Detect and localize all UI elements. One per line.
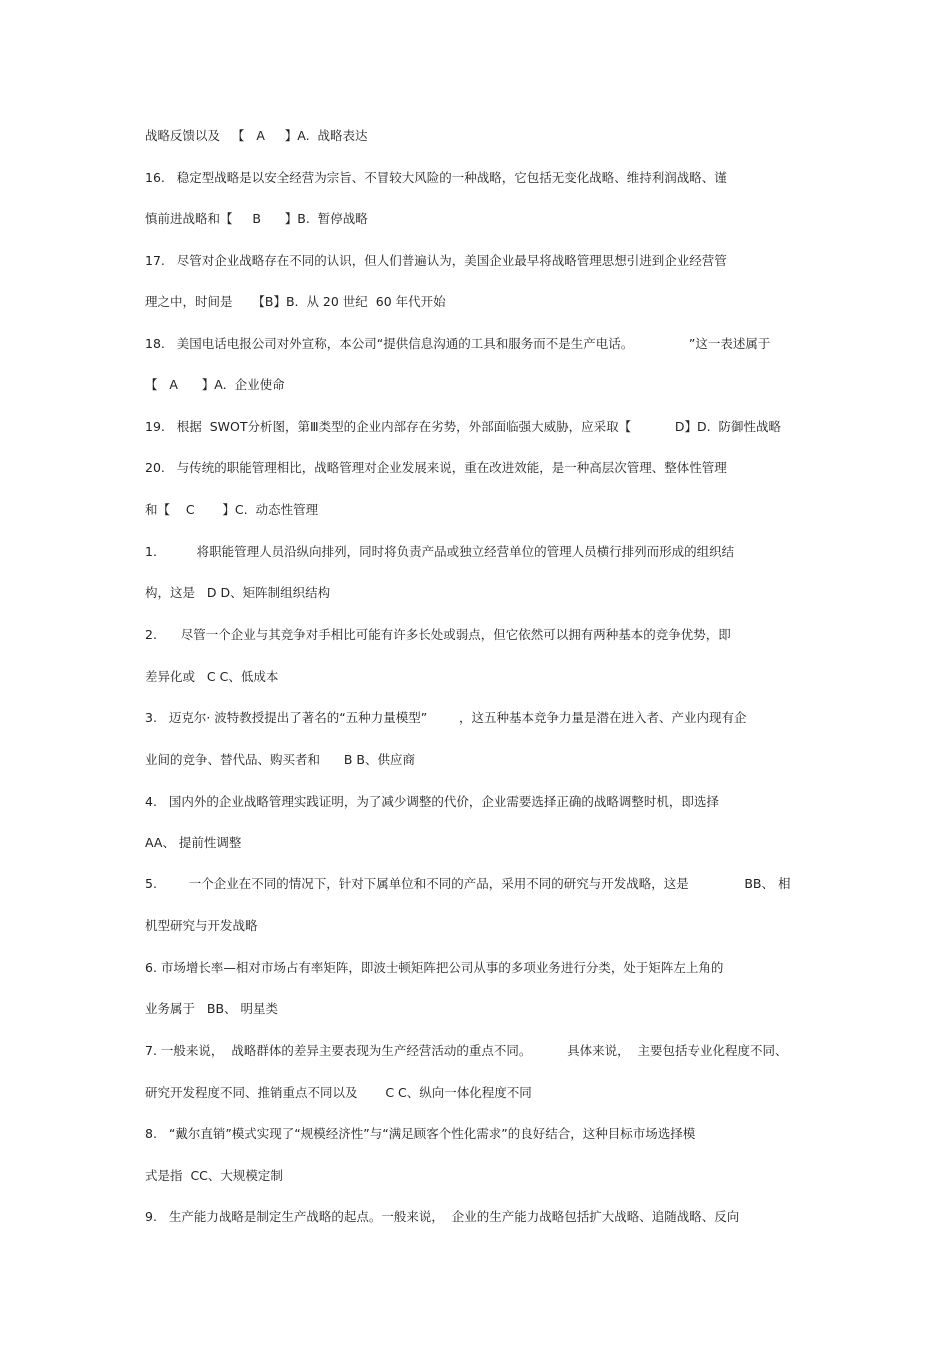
text-line: 【 A 】A. 企业使命	[145, 377, 285, 392]
text-line: 7. 一般来说， 战略群体的差异主要表现为生产经营活动的重点不同。 具体来说， 主要包括专业化程度不同、	[145, 1043, 788, 1058]
text-line: 5. 一个企业在不同的情况下，针对下属单位和不同的产品，采用不同的研究与开发战略，这是 BB、 相	[145, 876, 791, 891]
text-line: 战略反馈以及 【 A 】A. 战略表达	[145, 128, 368, 143]
text-line: AA、 提前性调整	[145, 835, 242, 850]
text-line: 2. 尽管一个企业与其竞争对手相比可能有许多长处或弱点，但它依然可以拥有两种基本的竞争优势，即	[145, 627, 731, 642]
text-line: 6. 市场增长率—相对市场占有率矩阵，即波士顿矩阵把公司从事的多项业务进行分类，处于矩阵左上角的	[145, 960, 724, 975]
text-line: 机型研究与开发战略	[145, 918, 258, 933]
text-line: 20. 与传统的职能管理相比，战略管理对企业发展来说，重在改进效能，是一种高层次管理、整体性管理	[145, 460, 727, 475]
text-line: 8. “戴尔直销”模式实现了“规模经济性”与“满足顾客个性化需求”的良好结合，这种目标市场选择模	[145, 1126, 696, 1141]
text-line: 9. 生产能力战略是制定生产战略的起点。一般来说， 企业的生产能力战略包括扩大战略、追随战略、反向	[145, 1209, 740, 1224]
text-line: 式是指 CC、大规模定制	[145, 1168, 283, 1183]
text-line: 业务属于 BB、 明星类	[145, 1001, 279, 1016]
text-line: 1. 将职能管理人员沿纵向排列，同时将负责产品或独立经营单位的管理人员横行排列而形成的组织结	[145, 544, 735, 559]
text-line: 业间的竞争、替代品、购买者和 B B、供应商	[145, 752, 415, 767]
text-line: 构，这是 D D、矩阵制组织结构	[145, 585, 331, 600]
text-line: 17. 尽管对企业战略存在不同的认识，但人们普遍认为，美国企业最早将战略管理思想引进到企业经营管	[145, 253, 727, 268]
text-line: 理之中，时间是 【B】B. 从 20 世纪 60 年代开始	[145, 294, 446, 309]
text-line: 3. 迈克尔· 波特教授提出了著名的“五种力量模型” ，这五种基本竞争力量是潜在进入者、产业内现有企	[145, 710, 747, 725]
text-line: 差异化或 C C、低成本	[145, 669, 279, 684]
text-line: 4. 国内外的企业战略管理实践证明，为了减少调整的代价，企业需要选择正确的战略调整时机，即选择	[145, 794, 719, 809]
text-line: 慎前进战略和【 B 】B. 暂停战略	[145, 211, 368, 226]
text-line: 和【 C 】C. 动态性管理	[145, 502, 319, 517]
text-line: 18. 美国电话电报公司对外宣称，本公司“提供信息沟通的工具和服务而不是生产电话。 ”这一表述属于	[145, 336, 771, 351]
text-line: 研究开发程度不同、推销重点不同以及 C C、纵向一体化程度不同	[145, 1085, 532, 1100]
text-line: 19. 根据 SWOT分析图，第Ⅲ类型的企业内部存在劣势，外部面临强大威胁，应采取【 D】D. 防御性战略	[145, 419, 782, 434]
text-line: 16. 稳定型战略是以安全经营为宗旨、不冒较大风险的一种战略，它包括无变化战略、维持利润战略、谨	[145, 170, 727, 185]
